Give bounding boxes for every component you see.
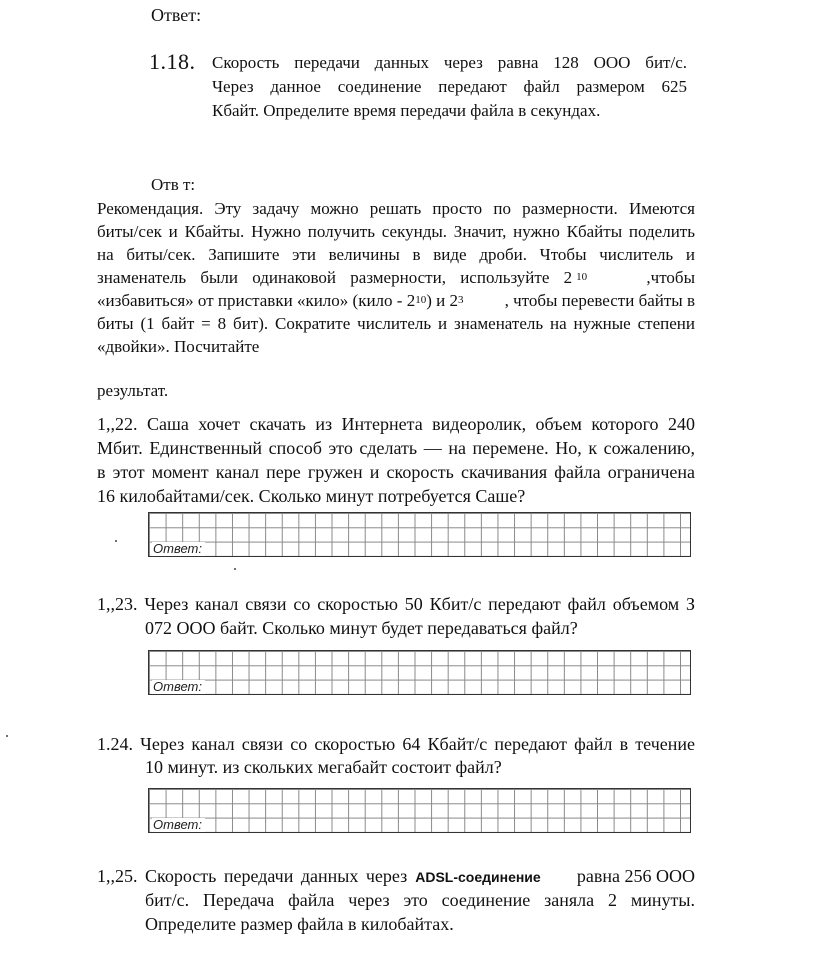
answer-grid-22[interactable]	[148, 512, 691, 557]
answer-heading: Отв т:	[151, 175, 196, 194]
task-22-line3: в этот момент канал пере гружен и скорость скачивания файла ограничена	[97, 462, 695, 482]
recommendation-line4-text: знаменатель были одинаковой размерности, используйте 2	[97, 268, 573, 287]
answer-grid-label: Ответ:	[152, 818, 205, 832]
task-22-line2: Мбит. Единственный способ это сделать — на перемене. Но, к сожалению,	[97, 438, 695, 458]
kilo-power-superscript: 10	[415, 294, 427, 306]
recommendation-line4	[97, 266, 695, 290]
task-24-line2: 10 минут. из скольких мегабайт состоит файл?	[145, 757, 502, 777]
task-23-line2: 072 ООО байт. Сколько минут будет передаваться файл?	[145, 618, 578, 638]
recommendation-line4-end: ,чтобы	[646, 268, 695, 287]
answer-grid-label: Ответ:	[152, 542, 205, 556]
recommendation-line6: биты (1 байт = 8 бит). Сократите числитель и знаменатель на нужные степени	[97, 314, 695, 333]
recommendation-line5-end: , чтобы перевести байты в	[504, 291, 695, 310]
task-18-line1: Скорость передачи данных через равна 128 ООО бит/с.	[212, 53, 687, 72]
task-18-line3: Кбайт. Определите время передачи файла в секундах.	[212, 101, 601, 120]
task-25-line1	[97, 865, 695, 890]
recommendation-line5	[97, 289, 695, 313]
recommendation-line5-text: «избавиться» от приставки «кило» (кило - 2	[97, 291, 416, 310]
task-25-adsl-term: ADSL-соединение	[415, 869, 541, 885]
byte-power-superscript: 3	[457, 294, 464, 306]
answer-grid-label: Ответ:	[152, 680, 205, 694]
task-25-line1-start: 1,,25. Скорость передачи данных через	[97, 866, 408, 886]
recommendation-line8: результат.	[97, 381, 169, 400]
task-25-line2: бит/с. Передача файла через это соединение заняла 2 минуты.	[145, 890, 695, 910]
task-25-line1-end: равна 256 ООО	[576, 866, 695, 886]
task-23-line1: 1,,23. Через канал связи со скоростью 50 Кбит/с передают файл объемом З	[97, 594, 695, 614]
scan-dot	[6, 735, 8, 737]
recommendation-line7: «двойки». Посчитайте	[97, 337, 260, 356]
answer-grid-24[interactable]	[148, 788, 691, 833]
task-18-number: 1.18.	[149, 49, 196, 74]
answer-grid-23[interactable]	[148, 650, 691, 695]
task-22-line4: 16 килобайтами/сек. Сколько минут потребуется Саше?	[97, 486, 526, 506]
top-answer-label: Ответ:	[151, 5, 202, 25]
task-22-line1: 1,,22. Саша хочет скачать из Интернета видеоролик, объем которого 240	[97, 414, 695, 434]
task-18-line2: Через данное соединение передают файл размером 625	[212, 77, 687, 96]
recommendation-line1: Рекомендация. Эту задачу можно решать просто по размерности. Имеются	[97, 199, 695, 218]
scan-dot	[115, 540, 117, 542]
recommendation-line3: на биты/сек. Запишите эти величины в виде дроби. Чтобы числитель и	[97, 245, 695, 264]
task-24-line1: 1.24. Через канал связи со скоростью 64 Кбайт/с передают файл в течение	[97, 734, 695, 754]
task-25-line3: Определите размер файла в килобайтах.	[145, 914, 454, 934]
power-ten-superscript: 10	[576, 271, 588, 283]
recommendation-line5-mid: ) и 2	[426, 291, 458, 310]
scan-dot	[234, 568, 236, 570]
recommendation-line2: биты/сек и Кбайты. Нужно получить секунды. Значит, нужно Кбайты поделить	[97, 222, 695, 241]
